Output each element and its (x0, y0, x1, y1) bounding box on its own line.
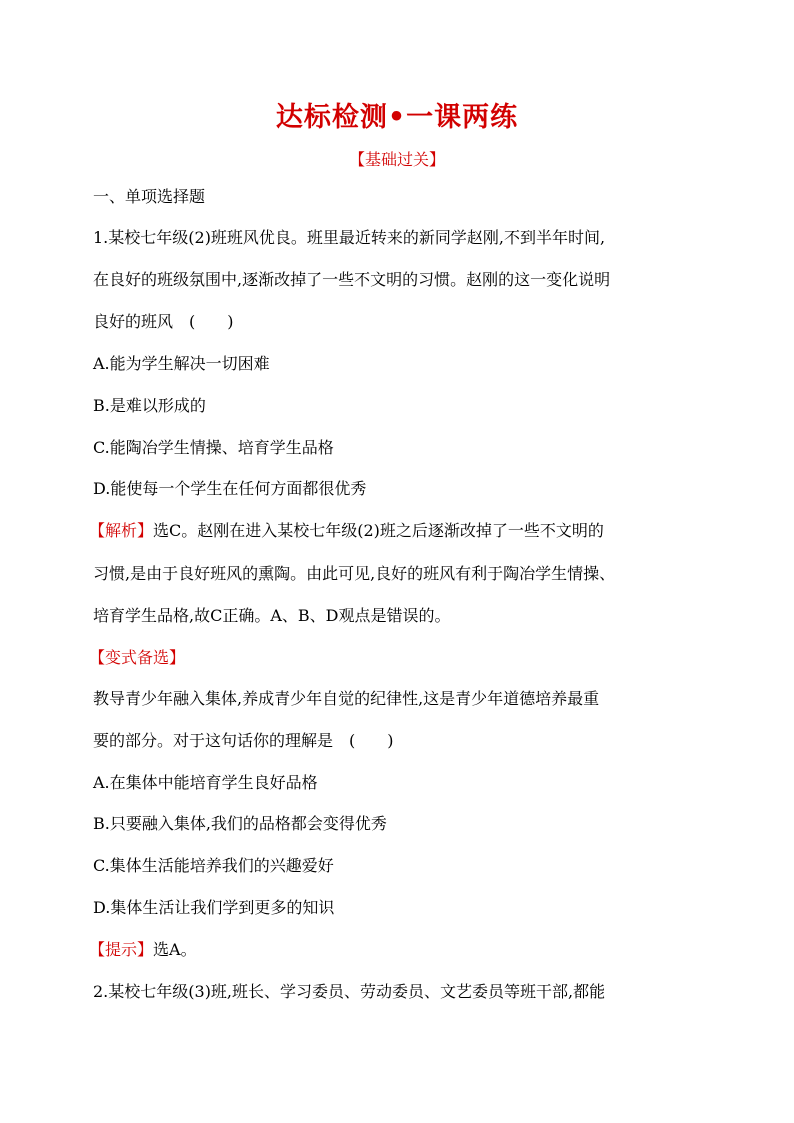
question-1-option-c: C.能陶冶学生情操、培育学生品格 (93, 438, 334, 457)
variant-option-b: B.只要融入集体,我们的品格都会变得优秀 (93, 814, 387, 833)
question-1-option-d: D.能使每一个学生在任何方面都很优秀 (93, 479, 367, 498)
question-1-line-2: 在良好的班级氛围中,逐渐改掉了一些不文明的习惯。赵刚的这一变化说明 (93, 270, 611, 289)
analysis-line-3: 培育学生品格,故C正确。A、B、D观点是错误的。 (93, 606, 451, 625)
question-1-option-a: A.能为学生解决一切困难 (93, 354, 270, 373)
hint-label: 【提示】 (89, 940, 154, 959)
hint-text: 选A。 (153, 940, 197, 959)
question-1-line-3: 良好的班风 ( ) (93, 312, 234, 331)
question-1-option-b: B.是难以形成的 (93, 396, 206, 415)
variant-line-2: 要的部分。对于这句话你的理解是 ( ) (93, 731, 394, 750)
analysis-line-1 (89, 521, 709, 541)
question-2-line-1: 2.某校七年级(3)班,班长、学习委员、劳动委员、文艺委员等班干部,都能 (93, 982, 606, 1001)
variant-option-a: A.在集体中能培育学生良好品格 (93, 773, 318, 792)
variant-line-1: 教导青少年融入集体,养成青少年自觉的纪律性,这是青少年道德培养最重 (93, 689, 600, 708)
section-heading: 【基础过关】 (348, 150, 445, 169)
analysis-line-2: 习惯,是由于良好班风的熏陶。由此可见,良好的班风有利于陶冶学生情操、 (93, 564, 616, 583)
page-title: 达标检测•一课两练 (275, 102, 519, 133)
hint-line (89, 940, 709, 960)
analysis-text-1: 选C。赵刚在进入某校七年级(2)班之后逐渐改掉了一些不文明的 (153, 521, 604, 540)
question-1-line-1: 1.某校七年级(2)班班风优良。班里最近转来的新同学赵刚,不到半年时间, (93, 228, 606, 247)
analysis-label: 【解析】 (89, 521, 154, 540)
part-heading: 一、单项选择题 (93, 187, 206, 206)
variant-option-c: C.集体生活能培养我们的兴趣爱好 (93, 856, 334, 875)
variant-option-d: D.集体生活让我们学到更多的知识 (93, 898, 335, 917)
variant-label: 【变式备选】 (89, 648, 186, 667)
